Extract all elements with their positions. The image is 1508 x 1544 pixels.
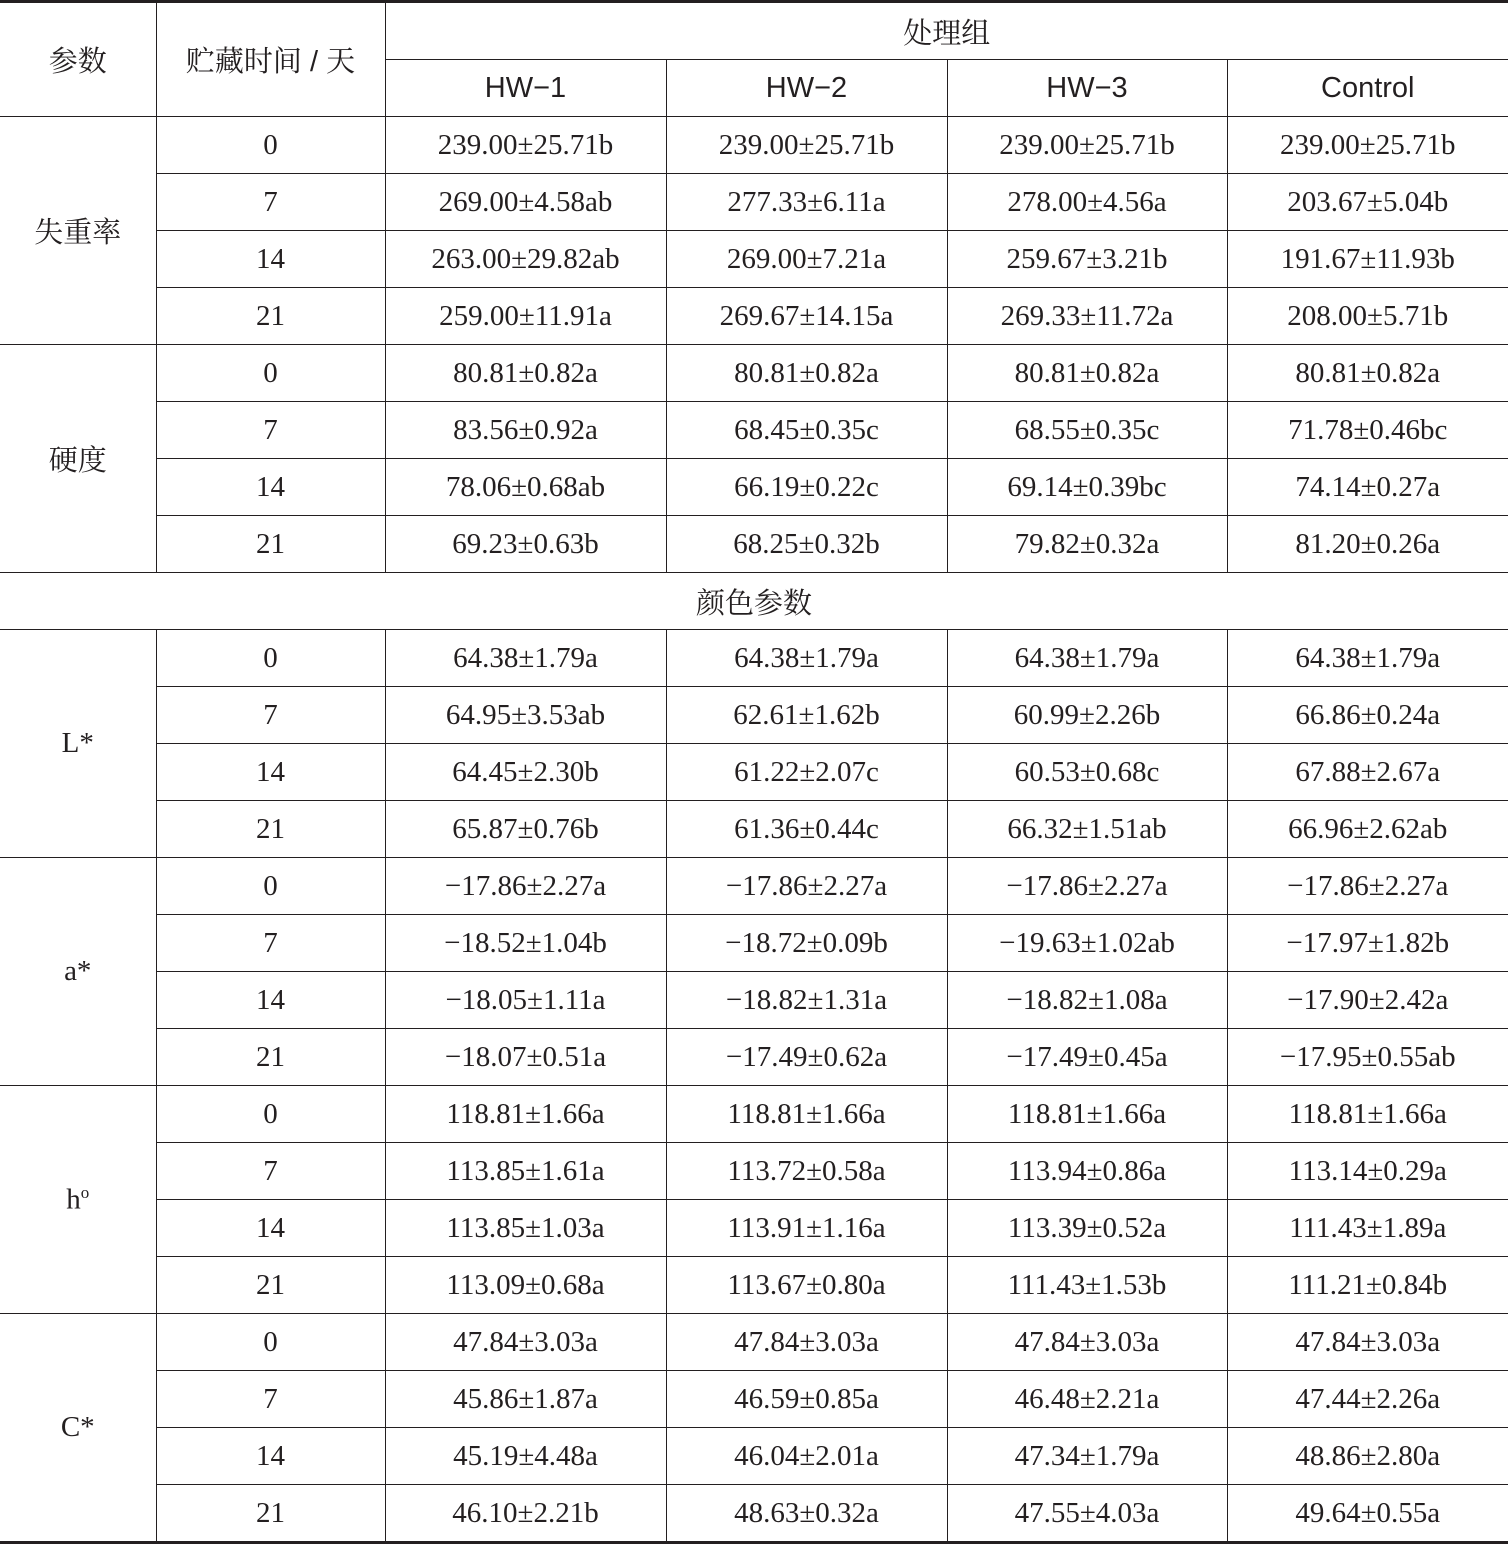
value-cell: 47.84±3.03a — [385, 1314, 666, 1371]
section-row-group — [0, 573, 1508, 630]
storage-day-cell: 7 — [156, 402, 385, 459]
value-cell: 113.94±0.86a — [947, 1143, 1227, 1200]
value-cell: 64.38±1.79a — [1227, 630, 1508, 687]
table-row — [0, 630, 1508, 687]
value-cell: −17.86±2.27a — [666, 858, 947, 915]
value-cell: 66.96±2.62ab — [1227, 801, 1508, 858]
storage-day-cell: 0 — [156, 1314, 385, 1371]
value-cell: 71.78±0.46bc — [1227, 402, 1508, 459]
value-cell: 79.82±0.32a — [947, 516, 1227, 573]
header-treatment-group: 处理组 — [385, 2, 1508, 60]
storage-day-cell: 14 — [156, 459, 385, 516]
section-label-color-params: 颜色参数 — [0, 573, 1508, 630]
storage-day-cell: 21 — [156, 516, 385, 573]
storage-day-cell: 14 — [156, 231, 385, 288]
storage-day-cell: 21 — [156, 801, 385, 858]
parameter-label — [0, 1314, 156, 1543]
value-cell: 61.22±2.07c — [666, 744, 947, 801]
parameter-label — [0, 117, 156, 345]
value-cell: 78.06±0.68ab — [385, 459, 666, 516]
value-cell: −18.82±1.08a — [947, 972, 1227, 1029]
value-cell: 118.81±1.66a — [666, 1086, 947, 1143]
value-cell: 263.00±29.82ab — [385, 231, 666, 288]
value-cell: 208.00±5.71b — [1227, 288, 1508, 345]
table-row — [0, 1143, 1508, 1200]
value-cell: 66.19±0.22c — [666, 459, 947, 516]
value-cell: 68.45±0.35c — [666, 402, 947, 459]
storage-day-cell: 21 — [156, 1029, 385, 1086]
value-cell: 46.48±2.21a — [947, 1371, 1227, 1428]
storage-day-cell: 21 — [156, 1257, 385, 1314]
value-cell: 118.81±1.66a — [947, 1086, 1227, 1143]
value-cell: 64.95±3.53ab — [385, 687, 666, 744]
value-cell: 113.85±1.61a — [385, 1143, 666, 1200]
value-cell: −19.63±1.02ab — [947, 915, 1227, 972]
value-cell: 259.67±3.21b — [947, 231, 1227, 288]
value-cell: 47.44±2.26a — [1227, 1371, 1508, 1428]
table-row — [0, 1257, 1508, 1314]
value-cell: 47.84±3.03a — [947, 1314, 1227, 1371]
value-cell: 113.14±0.29a — [1227, 1143, 1508, 1200]
header-storage-time: 贮藏时间 / 天 — [156, 2, 385, 117]
value-cell: 64.38±1.79a — [385, 630, 666, 687]
table-row — [0, 972, 1508, 1029]
value-cell: 113.39±0.52a — [947, 1200, 1227, 1257]
value-cell: 113.09±0.68a — [385, 1257, 666, 1314]
value-cell: −18.05±1.11a — [385, 972, 666, 1029]
value-cell: 111.21±0.84b — [1227, 1257, 1508, 1314]
table-row — [0, 1086, 1508, 1143]
table-row — [0, 858, 1508, 915]
parameter-label-text: 硬度 — [48, 445, 107, 477]
parameter-label — [0, 630, 156, 858]
parameter-label-text: L* — [61, 727, 94, 759]
value-cell: 64.45±2.30b — [385, 744, 666, 801]
value-cell: 81.20±0.26a — [1227, 516, 1508, 573]
value-cell: 191.67±11.93b — [1227, 231, 1508, 288]
table-row — [0, 1371, 1508, 1428]
value-cell: 64.38±1.79a — [947, 630, 1227, 687]
storage-day-cell: 21 — [156, 1485, 385, 1543]
storage-day-cell: 21 — [156, 288, 385, 345]
parameter-label — [0, 345, 156, 573]
value-cell: 69.23±0.63b — [385, 516, 666, 573]
value-cell: −17.86±2.27a — [385, 858, 666, 915]
value-cell: 269.33±11.72a — [947, 288, 1227, 345]
value-cell: 80.81±0.82a — [666, 345, 947, 402]
storage-day-cell: 14 — [156, 1428, 385, 1485]
value-cell: 278.00±4.56a — [947, 174, 1227, 231]
parameter-label — [0, 1086, 156, 1314]
table-row — [0, 801, 1508, 858]
storage-day-cell: 0 — [156, 858, 385, 915]
table-row — [0, 174, 1508, 231]
value-cell: 68.55±0.35c — [947, 402, 1227, 459]
value-cell: 74.14±0.27a — [1227, 459, 1508, 516]
value-cell: 46.04±2.01a — [666, 1428, 947, 1485]
value-cell: 111.43±1.53b — [947, 1257, 1227, 1314]
value-cell: 239.00±25.71b — [1227, 117, 1508, 174]
value-cell: 118.81±1.66a — [1227, 1086, 1508, 1143]
value-cell: 47.55±4.03a — [947, 1485, 1227, 1543]
parameter-label-text: 失重率 — [34, 217, 122, 249]
value-cell: −17.95±0.55ab — [1227, 1029, 1508, 1086]
table-row — [0, 1485, 1508, 1543]
value-cell: 47.84±3.03a — [666, 1314, 947, 1371]
value-cell: 239.00±25.71b — [666, 117, 947, 174]
table-row — [0, 402, 1508, 459]
value-cell: 48.86±2.80a — [1227, 1428, 1508, 1485]
header-param: 参数 — [0, 2, 156, 117]
storage-day-cell: 7 — [156, 915, 385, 972]
table-row — [0, 687, 1508, 744]
value-cell: 47.84±3.03a — [1227, 1314, 1508, 1371]
parameter-label — [0, 858, 156, 1086]
storage-day-cell: 14 — [156, 972, 385, 1029]
value-cell: −18.72±0.09b — [666, 915, 947, 972]
value-cell: 66.32±1.51ab — [947, 801, 1227, 858]
header-col-hw3: HW−3 — [947, 60, 1227, 117]
value-cell: 62.61±1.62b — [666, 687, 947, 744]
table-row — [0, 1314, 1508, 1371]
table-row — [0, 915, 1508, 972]
storage-day-cell: 7 — [156, 174, 385, 231]
value-cell: −18.52±1.04b — [385, 915, 666, 972]
parameter-label-text: h — [66, 1183, 81, 1216]
value-cell: 61.36±0.44c — [666, 801, 947, 858]
value-cell: 269.00±4.58ab — [385, 174, 666, 231]
value-cell: −18.82±1.31a — [666, 972, 947, 1029]
parameter-label-superscript: o — [80, 1182, 90, 1202]
value-cell: 113.85±1.03a — [385, 1200, 666, 1257]
value-cell: 46.10±2.21b — [385, 1485, 666, 1543]
value-cell: 118.81±1.66a — [385, 1086, 666, 1143]
storage-day-cell: 7 — [156, 1143, 385, 1200]
value-cell: 113.91±1.16a — [666, 1200, 947, 1257]
value-cell: 45.86±1.87a — [385, 1371, 666, 1428]
value-cell: 269.00±7.21a — [666, 231, 947, 288]
storage-day-cell: 0 — [156, 1086, 385, 1143]
value-cell: 60.53±0.68c — [947, 744, 1227, 801]
value-cell: 46.59±0.85a — [666, 1371, 947, 1428]
table-body-color — [0, 630, 1508, 1543]
value-cell: 69.14±0.39bc — [947, 459, 1227, 516]
storage-day-cell: 14 — [156, 1200, 385, 1257]
value-cell: 48.63±0.32a — [666, 1485, 947, 1543]
value-cell: 60.99±2.26b — [947, 687, 1227, 744]
table-row — [0, 1029, 1508, 1086]
value-cell: −17.90±2.42a — [1227, 972, 1508, 1029]
value-cell: −17.86±2.27a — [947, 858, 1227, 915]
storage-day-cell: 0 — [156, 117, 385, 174]
value-cell: 277.33±6.11a — [666, 174, 947, 231]
storage-day-cell: 0 — [156, 630, 385, 687]
value-cell: 259.00±11.91a — [385, 288, 666, 345]
header-col-control: Control — [1227, 60, 1508, 117]
value-cell: 111.43±1.89a — [1227, 1200, 1508, 1257]
value-cell: 83.56±0.92a — [385, 402, 666, 459]
value-cell: 80.81±0.82a — [385, 345, 666, 402]
storage-day-cell: 0 — [156, 345, 385, 402]
value-cell: 49.64±0.55a — [1227, 1485, 1508, 1543]
parameter-label-text: C* — [60, 1411, 95, 1443]
parameter-label-text: a* — [64, 955, 92, 987]
table-row — [0, 1200, 1508, 1257]
table-row — [0, 516, 1508, 573]
storage-day-cell: 14 — [156, 744, 385, 801]
table-row — [0, 345, 1508, 402]
value-cell: −17.97±1.82b — [1227, 915, 1508, 972]
value-cell: 68.25±0.32b — [666, 516, 947, 573]
value-cell: −17.86±2.27a — [1227, 858, 1508, 915]
table-row — [0, 288, 1508, 345]
table-row — [0, 459, 1508, 516]
value-cell: 66.86±0.24a — [1227, 687, 1508, 744]
value-cell: 64.38±1.79a — [666, 630, 947, 687]
value-cell: −17.49±0.62a — [666, 1029, 947, 1086]
storage-day-cell: 7 — [156, 1371, 385, 1428]
storage-day-cell: 7 — [156, 687, 385, 744]
value-cell: 80.81±0.82a — [947, 345, 1227, 402]
value-cell: 203.67±5.04b — [1227, 174, 1508, 231]
table-row — [0, 117, 1508, 174]
table-row — [0, 231, 1508, 288]
table-row — [0, 744, 1508, 801]
value-cell: 80.81±0.82a — [1227, 345, 1508, 402]
value-cell: 239.00±25.71b — [385, 117, 666, 174]
table-body-top — [0, 117, 1508, 573]
value-cell: 47.34±1.79a — [947, 1428, 1227, 1485]
header-col-hw1: HW−1 — [385, 60, 666, 117]
value-cell: −17.49±0.45a — [947, 1029, 1227, 1086]
value-cell: 113.72±0.58a — [666, 1143, 947, 1200]
value-cell: 239.00±25.71b — [947, 117, 1227, 174]
value-cell: 67.88±2.67a — [1227, 744, 1508, 801]
value-cell: 269.67±14.15a — [666, 288, 947, 345]
value-cell: 113.67±0.80a — [666, 1257, 947, 1314]
value-cell: 65.87±0.76b — [385, 801, 666, 858]
table-row — [0, 1428, 1508, 1485]
value-cell: −18.07±0.51a — [385, 1029, 666, 1086]
header-col-hw2: HW−2 — [666, 60, 947, 117]
value-cell: 45.19±4.48a — [385, 1428, 666, 1485]
